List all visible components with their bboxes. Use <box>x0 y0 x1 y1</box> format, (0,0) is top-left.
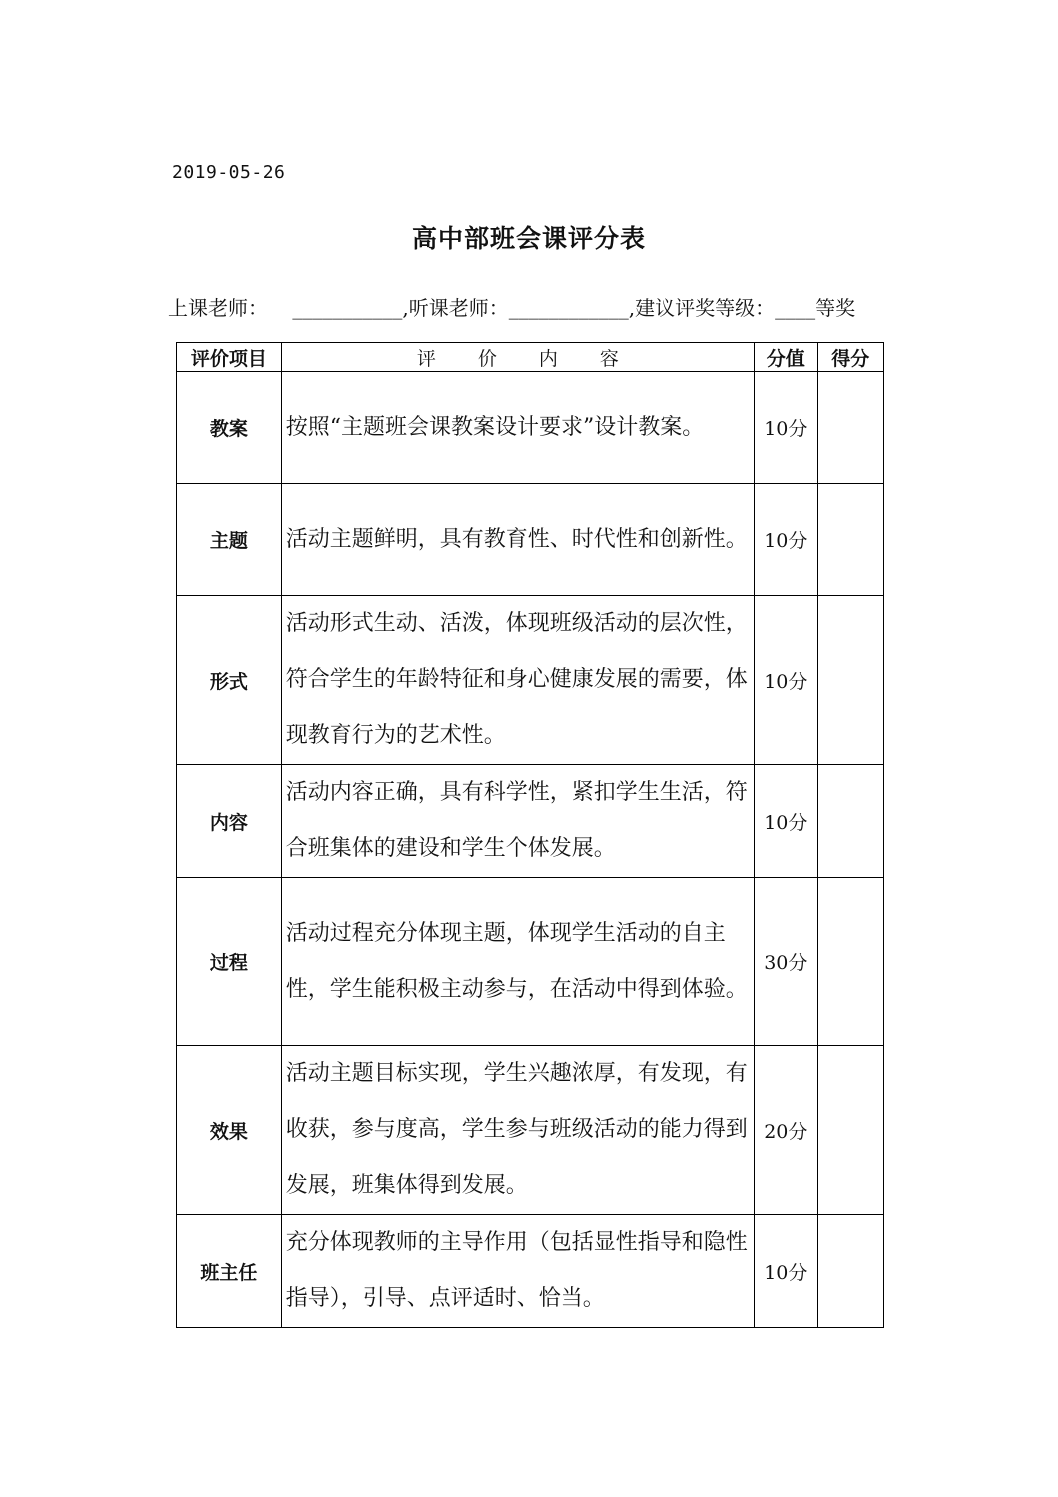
row-got <box>817 765 883 878</box>
row-content: 充分体现教师的主导作用（包括显性指导和隐性指导），引导、点评适时、恰当。 <box>281 1215 754 1328</box>
table-row <box>177 596 884 765</box>
row-item: 效果 <box>177 1046 282 1215</box>
table-header-row <box>177 343 884 372</box>
row-got <box>817 484 883 596</box>
row-score: 10分 <box>755 372 817 484</box>
info-line <box>168 292 855 321</box>
row-item: 形式 <box>177 596 282 765</box>
table-row <box>177 1046 884 1215</box>
row-content: 活动内容正确，具有科学性，紧扣学生生活，符合班集体的建设和学生个体发展。 <box>281 765 754 878</box>
row-got <box>817 1046 883 1215</box>
row-content: 活动主题目标实现，学生兴趣浓厚，有发现，有收获，参与度高，学生参与班级活动的能力得到发展，班集体得到发展。 <box>281 1046 754 1215</box>
row-got <box>817 372 883 484</box>
document-title: 高中部班会课评分表 <box>411 224 646 253</box>
table-row <box>177 372 884 484</box>
header-item: 评价项目 <box>177 343 282 372</box>
evaluation-table <box>176 342 884 1328</box>
row-got <box>817 1215 883 1328</box>
teacher-blank: ___________ <box>292 296 403 320</box>
grade-label: ,建议评奖等级： <box>628 296 776 320</box>
row-item: 内容 <box>177 765 282 878</box>
listener-label: ,听课老师： <box>402 296 509 320</box>
row-item: 教案 <box>177 372 282 484</box>
header-content: 评价内容 <box>281 343 754 372</box>
row-content: 活动形式生动、活泼，体现班级活动的层次性，符合学生的年龄特征和身心健康发展的需要，体现教育行为的艺术性。 <box>281 596 754 765</box>
teacher-label: 上课老师： <box>168 296 268 320</box>
document-date: 2019-05-26 <box>172 162 286 183</box>
row-content: 活动主题鲜明，具有教育性、时代性和创新性。 <box>281 484 754 596</box>
grade-blank: ____ <box>775 296 816 320</box>
row-score: 10分 <box>755 1215 817 1328</box>
row-score: 30分 <box>755 878 817 1046</box>
row-score: 10分 <box>755 765 817 878</box>
table-row <box>177 765 884 878</box>
row-item: 主题 <box>177 484 282 596</box>
table-row <box>177 878 884 1046</box>
row-item: 过程 <box>177 878 282 1046</box>
row-content: 活动过程充分体现主题，体现学生活动的自主性，学生能积极主动参与，在活动中得到体验。 <box>281 878 754 1046</box>
table-row <box>177 484 884 596</box>
header-got: 得分 <box>817 343 883 372</box>
row-item: 班主任 <box>177 1215 282 1328</box>
row-score: 10分 <box>755 484 817 596</box>
row-content: 按照“主题班会课教案设计要求”设计教案。 <box>281 372 754 484</box>
table-row <box>177 1215 884 1328</box>
listener-blank: ____________ <box>508 296 629 320</box>
row-score: 10分 <box>755 596 817 765</box>
header-score: 分值 <box>755 343 817 372</box>
row-score: 20分 <box>755 1046 817 1215</box>
row-got <box>817 596 883 765</box>
grade-suffix: 等奖 <box>815 296 856 320</box>
row-got <box>817 878 883 1046</box>
